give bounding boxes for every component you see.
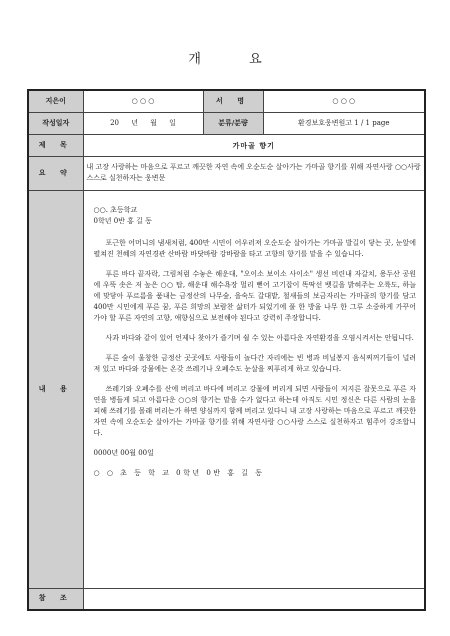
summary-value: 내 고장 사랑하는 마음으로 푸르고 깨끗한 자연 속에 오순도순 살아가는 가마골 향기를 위해 자연사랑 ○○사랑 스스로 실천하자는 웅변문 <box>83 156 425 190</box>
author-value: ○ ○ ○ <box>83 90 203 112</box>
paragraph-4: 푸른 숲이 울창한 금정산 곳곳에도 사람들이 놀다간 자리에는 빈 병과 비닐봉지 음식찌꺼기들이 널려져 있고 바다와 강물에는 온갖 쓰레기나 오폐수도 눈살을 찌푸리게 하고 있습니다. <box>93 353 416 373</box>
author-label: 지은이 <box>28 90 83 112</box>
name-label: 서 명 <box>203 90 263 112</box>
content-row <box>28 190 425 588</box>
summary-row <box>28 156 425 190</box>
category-label: 분류/분량 <box>203 112 263 134</box>
content-label: 내 용 <box>28 190 83 588</box>
date-row <box>28 112 425 134</box>
student-line: 0학년 0반 홍 길 동 <box>93 216 152 225</box>
content-body <box>83 190 425 588</box>
school-line: ○○. 초등학교 <box>93 205 138 214</box>
date-label: 작성일자 <box>28 112 83 134</box>
overview-form <box>27 89 426 611</box>
reference-row <box>28 588 425 610</box>
paragraph-5: 쓰레기와 오폐수를 산에 버리고 바다에 버리고 강물에 버리게 되면 사람들이 저지른 잘못으로 푸른 자연을 병들게 되고 아름다운 ○○의 향기는 맡을 수가 없다고 하는데 아직도 시민 정신은 다른 사람의 눈을 피해 쓰레기를 몰래 버리는가 하면 양심까지 함께 버리고 있다니 내 고장 사랑하는 마음으로 푸르고 깨끗한 자연 속에 오순도순 살아가는 가마골 향기를 위해 자연사랑 ○○사랑 스스로 실천하자고 힘주어 강조합니다. <box>93 384 416 437</box>
paragraph-1: 포근한 어머니의 냄새처럼, 400만 시민이 어우러져 오순도순 살아가는 가마골 발길이 닿는 곳, 눈앞에 펼쳐진 천혜의 자연경관 산바람 바닷바람 강바람을 타고 고향의 향기를 맡을 수 있습니다. <box>93 238 416 258</box>
paragraph-3: 사과 바다와 같이 있어 언제나 찾아가 즐기며 쉴 수 있는 아름다운 자연환경을 오염시켜서는 안됩니다. <box>105 333 414 342</box>
date-value: 20 년 월 일 <box>83 112 203 134</box>
reference-label: 참 조 <box>28 588 83 610</box>
subject-row <box>28 134 425 156</box>
content-date: 0000년 00월 00일 <box>93 448 154 457</box>
subject-label: 제 목 <box>28 134 83 156</box>
category-value: 환경보호웅변원고 1 / 1 page <box>263 112 425 134</box>
summary-label: 요 약 <box>28 156 83 190</box>
reference-value <box>83 588 425 610</box>
name-value: ○ ○ ○ <box>263 90 425 112</box>
page-title: 개 요 <box>188 52 284 67</box>
content-signature: ○ ○ 초 등 학 교 0학년 0반 홍 길 동 <box>93 468 265 477</box>
subject-value: 가마골 향기 <box>83 134 425 156</box>
paragraph-2: 푸른 바다 끝자락, 그림처럼 수놓은 해운대, "오이소 보이소 사이소" 생선 비린내 자갈치, 용두산 공원에 우뚝 솟은 저 높은 ○○ 탑, 해운대 해수욕장 멀리 뻗어 고기잡이 똑딱선 뱃길을 밝혀주는 오륙도, 하늘에 맞닿아 푸르름을 품내는 금정산의 나무숲, 을숙도 갈대밭, 철새들의 보금자리는 가마골의 향기를 담고 400만 시민에게 푸른 꿈, 푸른 희망의 보람찬 삶터가 되었기에 풀 한 방울 나무 한 그루 소중하게 가꾸어 가야 할 푸른 자연의 고향, 애향심으로 보전해야 된다고 강력히 주장합니다. <box>93 269 416 322</box>
author-row <box>28 90 425 112</box>
